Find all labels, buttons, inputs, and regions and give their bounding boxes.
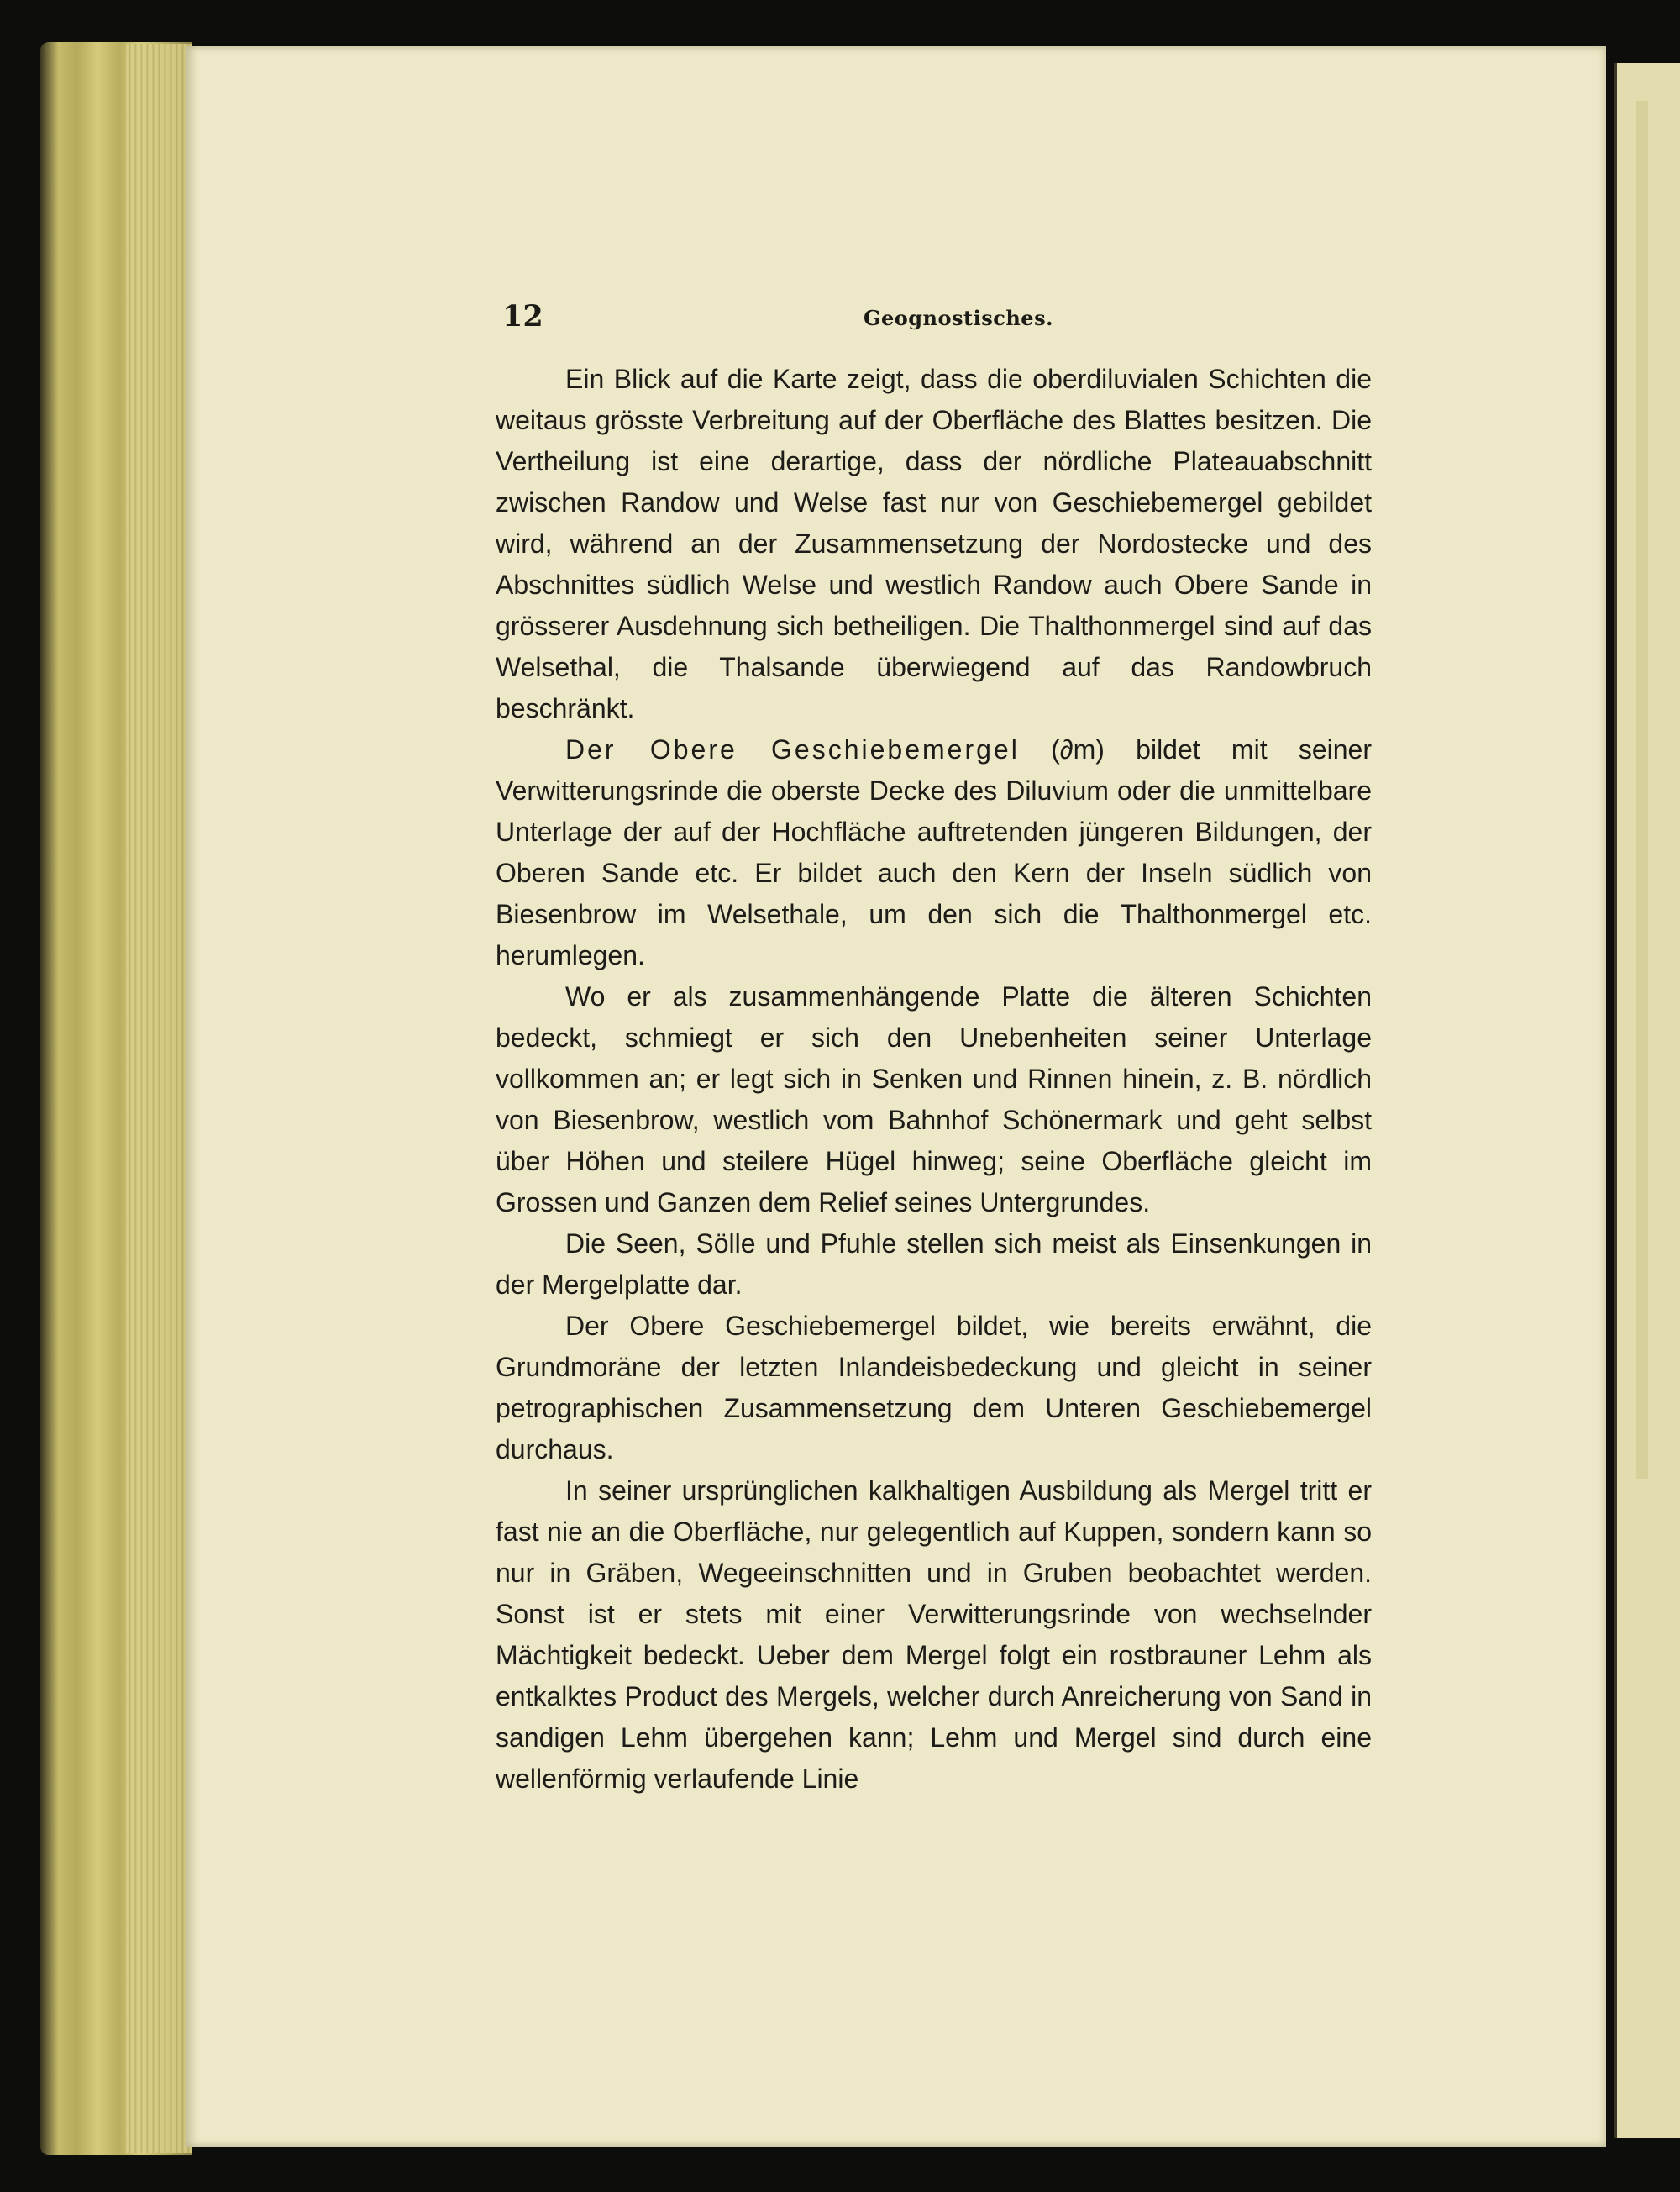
paragraph-text: Wo er als zusammenhängende Platte die älteren Schichten bedeckt, schmiegt er sich den Unebenheiten seiner Unterlage vollkommen an; er legt sich in Senken und Rinnen hinein, z. B. nördlich von Biesenbrow, westlich vom Bahnhof Schönermark und geht selbst über Höhen und steilere Hügel hinweg; seine Oberfläche gleicht im Grossen und Ganzen dem Relief seines Untergrundes. [496, 981, 1372, 1217]
paragraph [496, 729, 1372, 976]
paragraph [496, 359, 1372, 729]
paragraph-lead: Der Obere Geschiebemergel [565, 734, 1020, 765]
paragraph [496, 1223, 1372, 1306]
paragraph-text: In seiner ursprünglichen kalkhaltigen Ausbildung als Mergel tritt er fast nie an die Oberfläche, nur gelegentlich auf Kuppen, sondern kann so nur in Gräben, Wegeeinschnitten und in Gruben beobachtet werden. Sonst ist er stets mit einer Verwitterungsrinde von wechselnder Mächtigkeit bedeckt. Ueber dem Mergel folgt ein rostbrauner Lehm als entkalktes Product des Mergels, welcher durch Anreicherung von Sand in sandigen Lehm übergehen kann; Lehm und Mergel sind durch eine wellenförmig verlaufende Linie [496, 1475, 1372, 1794]
body-text [496, 359, 1372, 1800]
section-title: Geognostisches. [864, 306, 1053, 330]
paragraph-text: Der Obere Geschiebemergel bildet, wie bereits erwähnt, die Grundmoräne der letzten Inlandeisbedeckung und gleicht in seiner petrographischen Zusammensetzung dem Unteren Geschiebemergel durchaus. [496, 1311, 1372, 1464]
paragraph-text: Die Seen, Sölle und Pfuhle stellen sich meist als Einsenkungen in der Mergelplatte dar. [496, 1228, 1372, 1300]
paragraph [496, 976, 1372, 1223]
page-number: 12 [502, 299, 543, 334]
paragraph-text: Ein Blick auf die Karte zeigt, dass die oberdiluvialen Schichten die weitaus grösste Verbreitung auf der Oberfläche des Blattes besitzen. Die Vertheilung ist eine derartige, dass der nördliche Plateauabschnitt zwischen Randow und Welse fast nur von Geschiebemergel gebildet wird, während an der Zusammensetzung der Nordostecke und des Abschnittes südlich Welse und westlich Randow auch Obere Sande in grösserer Ausdehnung sich betheiligen. Die Thalthonmergel sind auf das Welsethal, die Thalsande überwiegend auf das Randowbruch beschränkt. [496, 364, 1372, 723]
paragraph [496, 1470, 1372, 1800]
paragraph-text: (∂m) bildet mit seiner Verwitterungsrinde die oberste Decke des Diluvium oder die unmittelbare Unterlage der auf der Hochfläche auftretenden jüngeren Bildungen, der Oberen Sande etc. Er bildet auch den Kern der Inseln südlich von Biesenbrow im Welsethale, um den sich die Thalthonmergel etc. herumlegen. [496, 734, 1373, 970]
running-head [502, 299, 1394, 343]
page-stack-edge [126, 44, 192, 2153]
facing-page-strip [1636, 101, 1648, 1479]
paragraph [496, 1306, 1372, 1470]
